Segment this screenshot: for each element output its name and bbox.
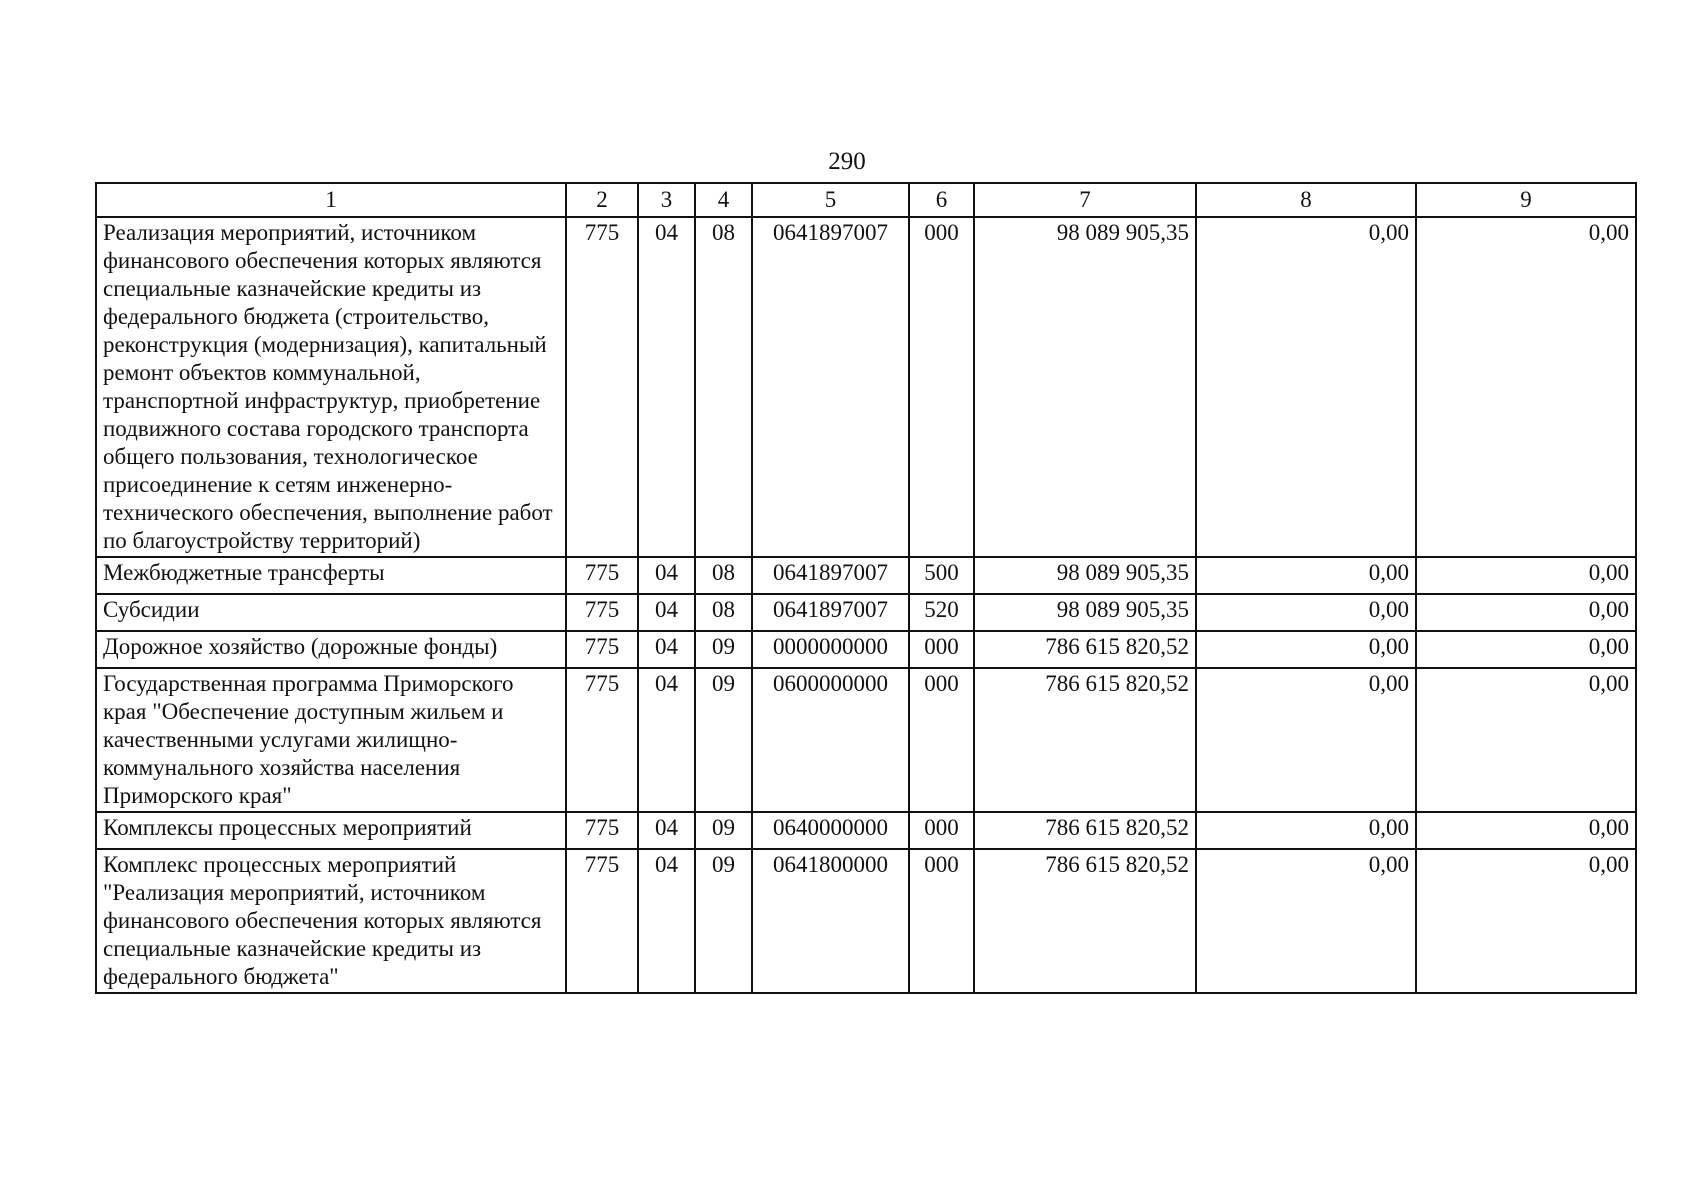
amount-col-7: 786 615 820,52 [974,631,1196,668]
amount-col-7: 786 615 820,52 [974,668,1196,812]
table-row [96,557,1636,594]
amount-col-9: 0,00 [1416,668,1636,812]
subsection-code: 08 [695,217,752,557]
ministry-code: 775 [566,557,638,594]
column-header: 5 [752,183,909,217]
ministry-code: 775 [566,594,638,631]
section-code: 04 [638,594,695,631]
amount-col-9: 0,00 [1416,812,1636,849]
table-row [96,594,1636,631]
subsection-code: 08 [695,594,752,631]
expense-type-code: 000 [909,812,974,849]
amount-col-8: 0,00 [1196,668,1416,812]
row-name: Реализация мероприятий, источником финансового обеспечения которых являются специальные казначейские кредиты из федерального бюджета (строительство, реконструкция (модернизация), капитальный ремонт объектов коммунальной, транспортной инфраструктур, приобретение подвижного состава городского транспорта общего пользования, технологическое присоединение к сетям инженерно-технического обеспечения, выполнение работ по благоустройству территорий) [96,217,566,557]
column-header: 4 [695,183,752,217]
target-article-code: 0000000000 [752,631,909,668]
section-code: 04 [638,217,695,557]
amount-col-7: 98 089 905,35 [974,594,1196,631]
column-header: 8 [1196,183,1416,217]
section-code: 04 [638,812,695,849]
subsection-code: 09 [695,849,752,993]
row-name: Государственная программа Приморского края "Обеспечение доступным жильем и качественными услугами жилищно-коммунального хозяйства населения Приморского края" [96,668,566,812]
header-row [96,183,1636,217]
target-article-code: 0641897007 [752,557,909,594]
section-code: 04 [638,849,695,993]
column-header: 2 [566,183,638,217]
expense-type-code: 000 [909,631,974,668]
budget-table [95,182,1637,994]
target-article-code: 0640000000 [752,812,909,849]
subsection-code: 09 [695,812,752,849]
amount-col-8: 0,00 [1196,557,1416,594]
amount-col-9: 0,00 [1416,217,1636,557]
target-article-code: 0641897007 [752,594,909,631]
amount-col-7: 98 089 905,35 [974,557,1196,594]
expense-type-code: 500 [909,557,974,594]
column-header: 9 [1416,183,1636,217]
ministry-code: 775 [566,631,638,668]
subsection-code: 09 [695,668,752,812]
expense-type-code: 000 [909,849,974,993]
amount-col-9: 0,00 [1416,631,1636,668]
column-header: 7 [974,183,1196,217]
table-row [96,631,1636,668]
section-code: 04 [638,557,695,594]
row-name: Дорожное хозяйство (дорожные фонды) [96,631,566,668]
table-row [96,849,1636,993]
row-name: Комплекс процессных мероприятий "Реализация мероприятий, источником финансового обеспечения которых являются специальные казначейские кредиты из федерального бюджета" [96,849,566,993]
amount-col-8: 0,00 [1196,594,1416,631]
expense-type-code: 000 [909,217,974,557]
section-code: 04 [638,668,695,812]
amount-col-8: 0,00 [1196,849,1416,993]
table-row [96,812,1636,849]
amount-col-9: 0,00 [1416,557,1636,594]
column-header: 6 [909,183,974,217]
subsection-code: 09 [695,631,752,668]
ministry-code: 775 [566,668,638,812]
section-code: 04 [638,631,695,668]
subsection-code: 08 [695,557,752,594]
target-article-code: 0641800000 [752,849,909,993]
amount-col-8: 0,00 [1196,631,1416,668]
ministry-code: 775 [566,217,638,557]
target-article-code: 0641897007 [752,217,909,557]
table-row [96,668,1636,812]
row-name: Субсидии [96,594,566,631]
target-article-code: 0600000000 [752,668,909,812]
amount-col-8: 0,00 [1196,217,1416,557]
amount-col-9: 0,00 [1416,849,1636,993]
amount-col-9: 0,00 [1416,594,1636,631]
expense-type-code: 520 [909,594,974,631]
row-name: Межбюджетные трансферты [96,557,566,594]
amount-col-7: 786 615 820,52 [974,849,1196,993]
table-row [96,217,1636,557]
amount-col-7: 786 615 820,52 [974,812,1196,849]
ministry-code: 775 [566,849,638,993]
column-header: 1 [96,183,566,217]
column-header: 3 [638,183,695,217]
amount-col-8: 0,00 [1196,812,1416,849]
ministry-code: 775 [566,812,638,849]
expense-type-code: 000 [909,668,974,812]
page-number: 290 [828,148,866,175]
row-name: Комплексы процессных мероприятий [96,812,566,849]
amount-col-7: 98 089 905,35 [974,217,1196,557]
